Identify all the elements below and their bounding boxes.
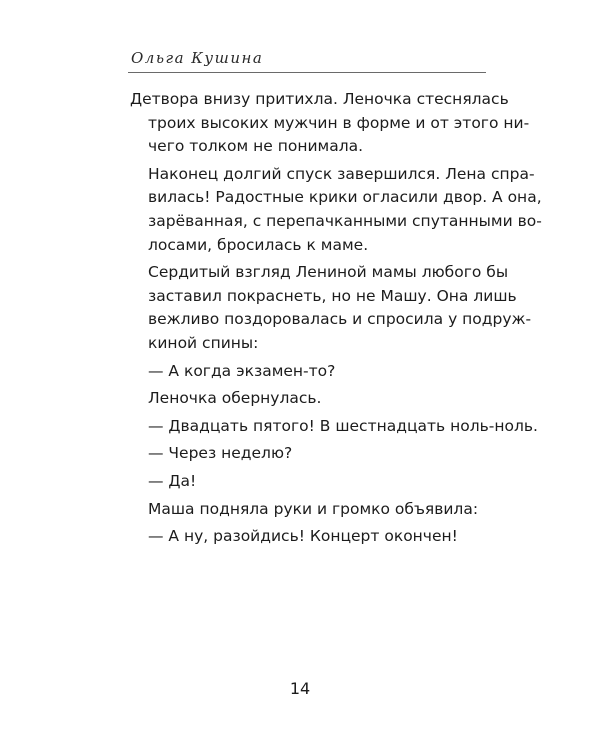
text-line: чего толком не понимала. — [148, 137, 364, 156]
text-line: троих высоких мужчин в форме и от этого ни- — [148, 113, 530, 132]
dialogue-line: — А когда экзамен-то? — [148, 361, 336, 380]
text-line: лосами, бросилась к маме. — [148, 235, 369, 254]
text-line: Наконец долгий спуск завершился. Лена спра- — [148, 164, 535, 183]
dialogue-line: — А ну, разойдись! Концерт окончен! — [148, 527, 458, 546]
dialogue-line: — Да! — [148, 471, 197, 490]
running-header-author: Ольга Кушина — [131, 49, 264, 67]
page-number: 14 — [289, 679, 311, 698]
narration-line: Леночка обернулась. — [148, 389, 322, 408]
text-line: киной спины: — [148, 333, 259, 352]
text-line: зарёванная, с перепачканными спутанными во- — [148, 211, 542, 230]
dialogue-line: — Двадцать пятого! В шестнадцать ноль-ноль. — [148, 416, 538, 435]
narration-line: Маша подняла руки и громко объявила: — [148, 499, 479, 518]
text-line: вежливо поздоровалась и спросила у подруж- — [148, 310, 532, 329]
paragraph — [130, 163, 542, 257]
paragraph — [130, 88, 530, 159]
header-rule — [128, 72, 486, 73]
paragraph — [130, 261, 532, 355]
text-line: вилась! Радостные крики огласили двор. А она, — [148, 188, 542, 207]
text-line: Сердитый взгляд Лениной мамы любого бы — [148, 263, 509, 282]
dialogue-line: — Через неделю? — [148, 444, 293, 463]
text-line: Детвора внизу притихла. Леночка стеснялась — [130, 90, 509, 108]
body-text — [130, 88, 542, 549]
text-line: заставил покраснеть, но не Машу. Она лишь — [148, 286, 517, 305]
